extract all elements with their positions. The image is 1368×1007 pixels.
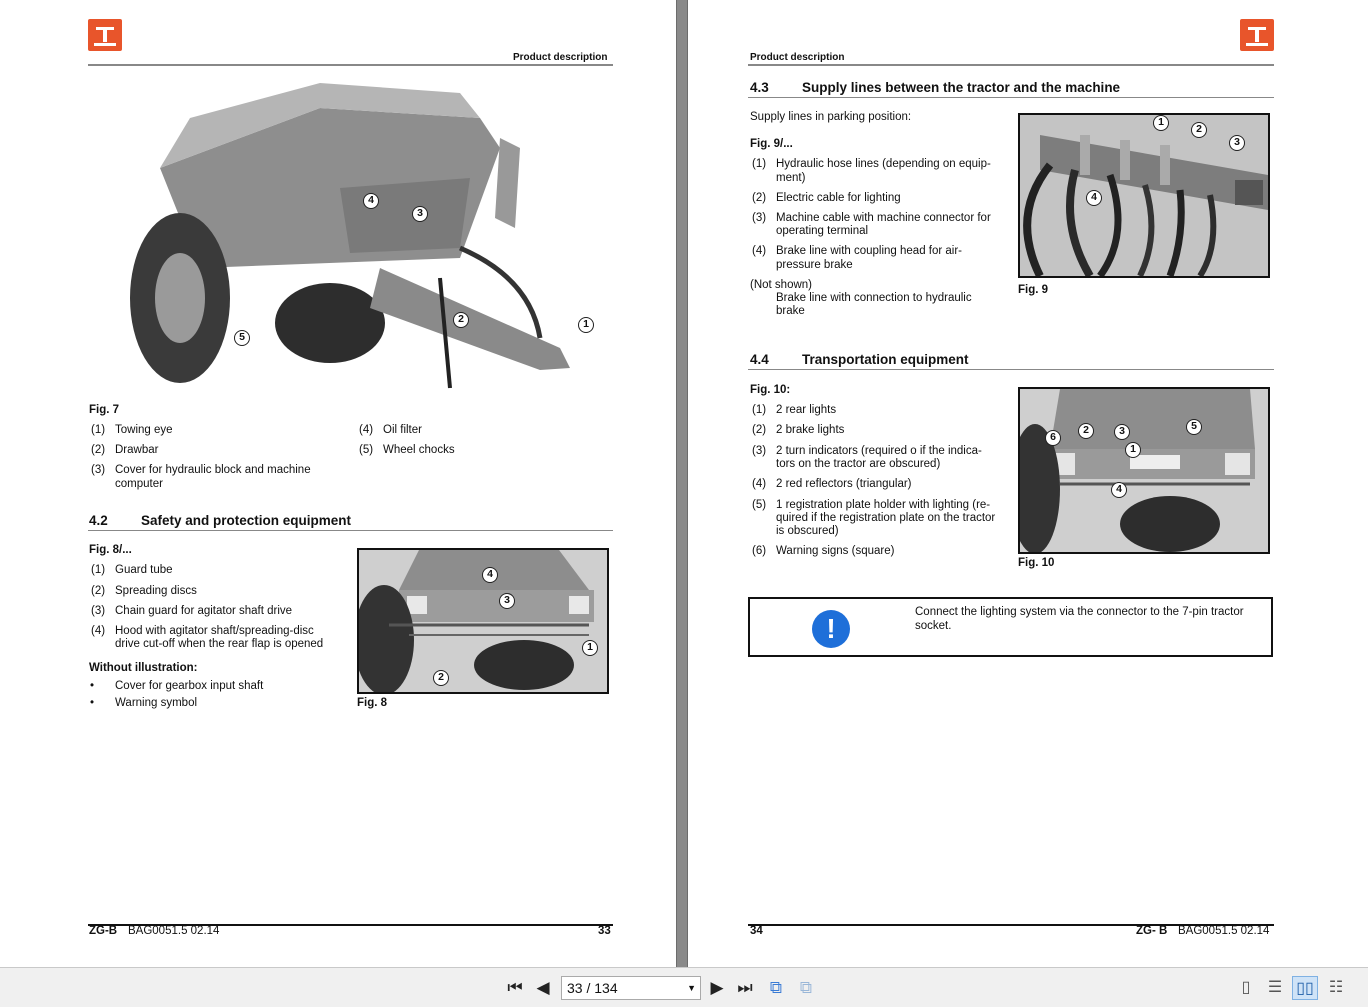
- fig10-item-3-text2: tors on the tractor are obscured): [776, 458, 941, 470]
- single-page-view-icon[interactable]: ▯: [1241, 979, 1251, 996]
- fig7-item-2-text: Drawbar: [115, 444, 159, 456]
- page-34: [688, 0, 1368, 967]
- fig8-item-3-text: Chain guard for agitator shaft drive: [115, 605, 293, 617]
- footer-doc: BAG0051.5 02.14: [1178, 925, 1270, 937]
- fig9-item-4-text2: pressure brake: [776, 259, 853, 271]
- fig9-item-3-num: (3): [752, 212, 767, 224]
- footer-doc: BAG0051.5 02.14: [128, 925, 220, 937]
- header-rule: [748, 64, 1274, 66]
- fig7-item-4-num: (4): [359, 424, 374, 436]
- fig7-callout-1: 1: [578, 317, 594, 333]
- fig8-ref: Fig. 8/...: [89, 544, 132, 556]
- fig9-callout-4: 4: [1086, 190, 1102, 206]
- fig10-item-4-text: 2 red reflectors (triangular): [776, 478, 912, 490]
- fig8-item-2-num: (2): [91, 585, 106, 597]
- notice-text-line2: socket.: [915, 620, 952, 632]
- page-number: 33: [598, 925, 611, 937]
- fig7-item-3-num: (3): [91, 464, 106, 476]
- fig10-item-3-num: (3): [752, 445, 767, 457]
- fig9-item-4-text: Brake line with coupling head for air-: [776, 245, 963, 257]
- fig8-item-4-text2: drive cut-off when the rear flap is opened: [115, 638, 324, 650]
- bullet-2-text: Warning symbol: [115, 697, 198, 709]
- back-view-icon[interactable]: ⧉: [769, 978, 783, 997]
- not-shown-text2: brake: [776, 305, 805, 317]
- fig9-item-4-num: (4): [752, 245, 767, 257]
- fig7-item-2-num: (2): [91, 444, 106, 456]
- bullet-1-text: Cover for gearbox input shaft: [115, 680, 264, 692]
- fig10-item-5-num: (5): [752, 499, 767, 511]
- fig7-item-1-text: Towing eye: [115, 424, 173, 436]
- fig10-item-1-num: (1): [752, 404, 767, 416]
- fig9-item-3-text2: operating terminal: [776, 225, 869, 237]
- fig10-item-5-text: 1 registration plate holder with lighting (re-: [776, 499, 991, 511]
- not-shown-text: Brake line with connection to hydraulic: [776, 292, 972, 304]
- fig10-callout-3: 3: [1114, 424, 1130, 440]
- page-number: 34: [750, 925, 763, 937]
- fig9-item-2-num: (2): [752, 192, 767, 204]
- fig10-item-3-text: 2 turn indicators (required o if the indica-: [776, 445, 982, 457]
- prev-page-icon[interactable]: ◀: [536, 978, 550, 997]
- section-4-3-number: 4.3: [750, 80, 769, 95]
- section-4-4-number: 4.4: [750, 352, 769, 367]
- fig7-callout-3: 3: [412, 206, 428, 222]
- fig10-ref: Fig. 10:: [750, 384, 791, 396]
- section-4-3-title: Supply lines between the tractor and the machine: [802, 80, 1121, 95]
- fig10-label: Fig. 10: [1018, 557, 1055, 569]
- fig10-item-5-text2: quired if the registration plate on the tractor: [776, 512, 996, 524]
- fig10-item-4-num: (4): [752, 478, 767, 490]
- fig7-label: Fig. 7: [89, 404, 120, 416]
- notice-text-line1: Connect the lighting system via the connector to the 7-pin tractor: [915, 606, 1244, 618]
- page-gutter: [676, 0, 688, 967]
- continuous-view-icon[interactable]: ☰: [1267, 979, 1283, 996]
- fig10-callout-1: 1: [1125, 442, 1141, 458]
- fig7-item-4-text: Oil filter: [383, 424, 422, 436]
- fig7-item-3-text: Cover for hydraulic block and machine: [115, 464, 311, 476]
- fig10-item-1-text: 2 rear lights: [776, 404, 837, 416]
- fig8-item-4-num: (4): [91, 625, 106, 637]
- notice-box: [748, 597, 1273, 657]
- fig7-item-1-num: (1): [91, 424, 106, 436]
- without-illustration-heading: Without illustration:: [89, 662, 198, 674]
- forward-view-icon[interactable]: ⧉: [799, 978, 813, 997]
- fig9-item-1-text: Hydraulic hose lines (depending on equip-: [776, 158, 991, 170]
- fig8-callout-3: 3: [499, 593, 515, 609]
- footer-brand: ZG- B: [1136, 925, 1168, 937]
- fig10-item-6-num: (6): [752, 545, 767, 557]
- amazone-logo: [88, 19, 122, 51]
- fig8-callout-2: 2: [433, 670, 449, 686]
- fig8-item-4-text: Hood with agitator shaft/spreading-disc: [115, 625, 314, 637]
- amazone-logo: [1240, 19, 1274, 51]
- fig10-item-2-num: (2): [752, 424, 767, 436]
- page-header: Product description: [750, 52, 845, 63]
- fig7-callout-2: 2: [453, 312, 469, 328]
- fig9-item-1-text2: ment): [776, 172, 806, 184]
- fig9-label: Fig. 9: [1018, 284, 1049, 296]
- fig10-item-2-text: 2 brake lights: [776, 424, 845, 436]
- not-shown-label: (Not shown): [750, 279, 812, 291]
- fig9-callout-1: 1: [1153, 115, 1169, 131]
- fig10-item-5-text3: is obscured): [776, 525, 839, 537]
- fig10-callout-6: 6: [1045, 430, 1061, 446]
- fig7-callout-4: 4: [363, 193, 379, 209]
- bullet-2-dot: •: [90, 697, 95, 709]
- section-rule: [88, 530, 613, 531]
- fig7-item-3-text2: computer: [115, 478, 163, 490]
- viewer-toolbar: [0, 967, 1368, 1007]
- page-number-select[interactable]: [561, 976, 701, 1000]
- section-4-2-number: 4.2: [89, 513, 108, 528]
- first-page-icon[interactable]: ⏮: [507, 978, 523, 997]
- last-page-icon[interactable]: ⏭: [737, 978, 753, 997]
- fig8-item-1-text: Guard tube: [115, 564, 173, 576]
- fig8-label: Fig. 8: [357, 697, 388, 709]
- next-page-icon[interactable]: ▶: [710, 978, 724, 997]
- section-4-4-title: Transportation equipment: [802, 352, 969, 367]
- section-4-2-title: Safety and protection equipment: [141, 513, 352, 528]
- parking-text: Supply lines in parking position:: [750, 111, 912, 123]
- two-page-continuous-view-icon[interactable]: ☷: [1328, 979, 1344, 996]
- page-header: Product description: [513, 52, 608, 63]
- fig10-callout-2: 2: [1078, 423, 1094, 439]
- fig7-item-5-num: (5): [359, 444, 374, 456]
- fig7-item-5-text: Wheel chocks: [383, 444, 455, 456]
- fig9-callout-2: 2: [1191, 122, 1207, 138]
- fig8-callout-1: 1: [582, 640, 598, 656]
- fig10-callout-5: 5: [1186, 419, 1202, 435]
- fig8-item-1-num: (1): [91, 564, 106, 576]
- page-indicator: 33 / 134: [567, 980, 618, 996]
- fig9-item-2-text: Electric cable for lighting: [776, 192, 901, 204]
- fig9-item-3-text: Machine cable with machine connector for: [776, 212, 991, 224]
- two-page-view-icon[interactable]: ▯▯: [1292, 976, 1318, 1000]
- fig9-callout-3: 3: [1229, 135, 1245, 151]
- fig9-item-1-num: (1): [752, 158, 767, 170]
- bullet-1-dot: •: [90, 680, 95, 692]
- fig10-item-6-text: Warning signs (square): [776, 545, 895, 557]
- section-4-4-rule: [748, 369, 1274, 370]
- fig10-callout-4: 4: [1111, 482, 1127, 498]
- footer-brand: ZG-B: [89, 925, 118, 937]
- fig8-item-3-num: (3): [91, 605, 106, 617]
- page-33: [0, 0, 676, 967]
- info-exclamation-icon: !: [812, 610, 850, 648]
- fig10-image: [1018, 387, 1270, 554]
- header-rule: [88, 64, 613, 66]
- section-4-3-rule: [748, 97, 1274, 98]
- fig9-ref: Fig. 9/...: [750, 138, 793, 150]
- chevron-down-icon: ▼: [687, 983, 696, 993]
- fig7-callout-5: 5: [234, 330, 250, 346]
- fig7-image: [100, 78, 600, 398]
- fig8-item-2-text: Spreading discs: [115, 585, 197, 597]
- fig8-callout-4: 4: [482, 567, 498, 583]
